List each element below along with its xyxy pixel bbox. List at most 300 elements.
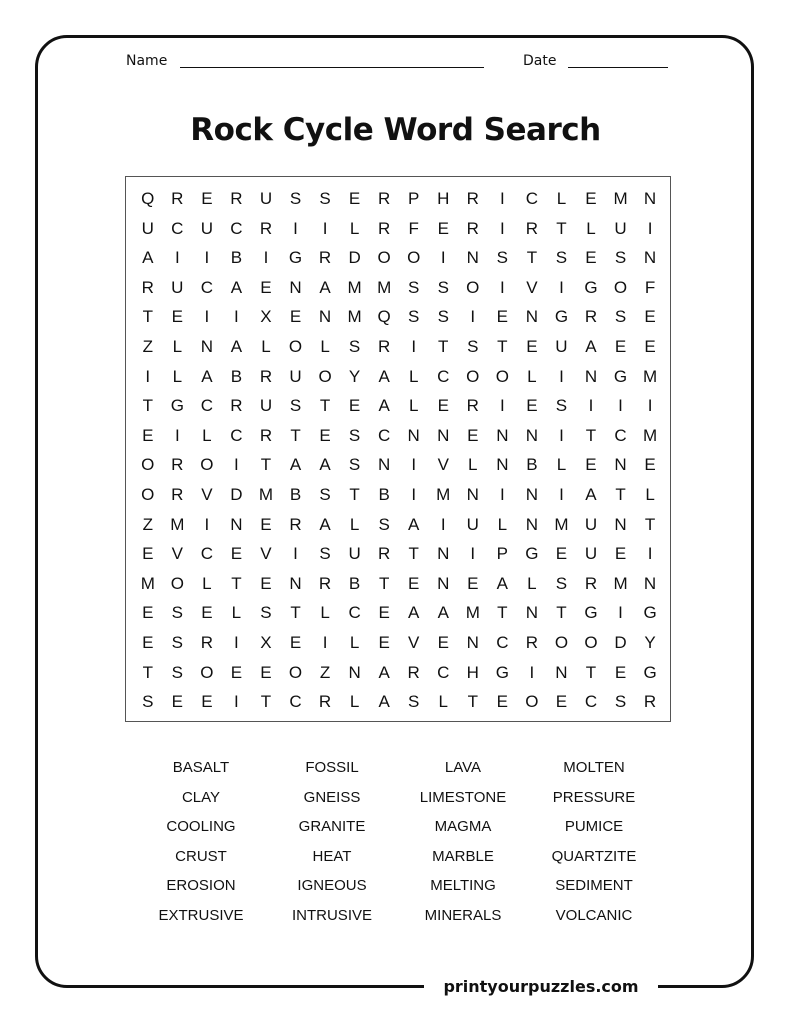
- grid-letter: L: [202, 573, 212, 593]
- grid-letter: T: [585, 425, 597, 445]
- grid-letter: L: [202, 425, 212, 445]
- grid-letter: S: [555, 248, 568, 268]
- grid-letter: C: [584, 692, 598, 712]
- grid-letter: I: [647, 396, 653, 416]
- grid-letter: I: [440, 514, 446, 534]
- grid-letter: N: [643, 573, 657, 593]
- grid-letter: O: [554, 633, 569, 652]
- grid-letter: S: [614, 248, 627, 268]
- grid-letter: E: [614, 544, 627, 564]
- grid-letter: R: [525, 218, 539, 238]
- grid-letter: P: [408, 189, 420, 208]
- grid-letter: R: [318, 248, 332, 268]
- grid-letter: I: [499, 485, 505, 504]
- word-list-item: GRANITE: [298, 818, 366, 836]
- grid-letter: I: [411, 485, 417, 504]
- word-list-item: FOSSIL: [305, 759, 359, 776]
- word-list-item: QUARTZITE: [551, 847, 637, 865]
- grid-letter: O: [141, 455, 155, 475]
- grid-letter: Q: [377, 307, 391, 327]
- grid-letter: O: [200, 455, 214, 475]
- grid-letter: S: [171, 633, 183, 652]
- grid-letter: D: [614, 633, 627, 652]
- grid-letter: R: [378, 544, 391, 564]
- grid-letter: S: [437, 277, 449, 297]
- grid-letter: H: [437, 189, 450, 208]
- word-list-item: MAGMA: [434, 818, 492, 836]
- grid-letter: N: [525, 485, 539, 504]
- grid-letter: M: [465, 603, 480, 623]
- grid-letter: R: [378, 337, 391, 356]
- grid-letter: R: [378, 189, 391, 208]
- grid-letter: A: [378, 366, 390, 386]
- grid-letter: L: [408, 366, 419, 386]
- grid-letter: T: [438, 337, 449, 356]
- grid-letter: L: [497, 514, 508, 534]
- grid-letter: B: [230, 248, 243, 268]
- grid-letter: R: [318, 692, 332, 712]
- grid-letter: A: [378, 396, 390, 416]
- grid-letter: C: [348, 603, 361, 623]
- grid-letter: U: [259, 189, 273, 208]
- grid-letter: T: [556, 218, 567, 238]
- grid-letter: I: [647, 544, 653, 564]
- grid-letter: U: [259, 396, 273, 416]
- grid-letter: R: [466, 218, 479, 238]
- grid-letter: N: [555, 662, 568, 682]
- grid-letter: I: [618, 603, 623, 623]
- grid-letter: M: [436, 485, 451, 504]
- grid-letter: T: [260, 455, 272, 475]
- grid-letter: T: [349, 485, 360, 504]
- grid-letter: L: [556, 189, 567, 208]
- grid-letter: M: [554, 514, 569, 534]
- grid-letter: H: [466, 662, 479, 682]
- footer-site: printyourpuzzles.com: [424, 974, 658, 1000]
- grid-letter: U: [289, 366, 302, 386]
- grid-letter: A: [378, 692, 390, 712]
- grid-letter: E: [644, 337, 656, 356]
- grid-letter: I: [293, 544, 298, 564]
- grid-letter: I: [559, 485, 564, 504]
- grid-letter: C: [230, 425, 243, 445]
- grid-letter: L: [349, 692, 360, 712]
- grid-row: [133, 572, 665, 596]
- grid-letter: I: [322, 218, 328, 238]
- grid-letter: D: [230, 485, 243, 504]
- grid-row: [133, 453, 665, 477]
- grid-letter: N: [614, 514, 627, 534]
- grid-letter: L: [320, 603, 330, 623]
- grid-letter: X: [260, 633, 272, 652]
- grid-letter: O: [584, 633, 598, 652]
- grid-letter: I: [647, 218, 653, 238]
- grid-letter: I: [204, 307, 210, 327]
- grid-letter: O: [466, 366, 480, 386]
- grid-letter: E: [378, 633, 390, 652]
- grid-row: [133, 305, 665, 329]
- grid-letter: R: [466, 396, 479, 416]
- grid-letter: D: [348, 248, 361, 268]
- grid-letter: I: [499, 189, 505, 208]
- grid-letter: I: [234, 692, 239, 712]
- grid-letter: A: [230, 337, 243, 356]
- grid-letter: X: [260, 307, 272, 327]
- grid-letter: G: [170, 396, 184, 416]
- grid-letter: E: [644, 307, 656, 327]
- grid-letter: C: [437, 662, 450, 682]
- grid-letter: M: [258, 485, 274, 504]
- grid-letter: G: [525, 544, 539, 564]
- grid-letter: A: [319, 455, 331, 475]
- grid-letter: S: [408, 692, 420, 712]
- grid-letter: T: [319, 396, 331, 416]
- grid-letter: E: [467, 573, 479, 593]
- grid-letter: R: [466, 189, 479, 208]
- grid-letter: G: [288, 248, 303, 268]
- grid-letter: A: [142, 248, 154, 268]
- grid-letter: G: [643, 603, 657, 623]
- grid-letter: A: [585, 337, 597, 356]
- grid-letter: I: [559, 425, 564, 445]
- grid-letter: Z: [319, 662, 331, 682]
- grid-letter: I: [322, 633, 328, 652]
- grid-letter: M: [170, 514, 185, 534]
- grid-letter: T: [467, 692, 478, 712]
- grid-letter: T: [378, 573, 390, 593]
- grid-letter: M: [377, 277, 392, 297]
- grid-letter: S: [496, 248, 508, 268]
- grid-letter: N: [437, 573, 450, 593]
- grid-letter: O: [200, 662, 214, 682]
- grid-letter: R: [643, 692, 657, 712]
- grid-letter: G: [584, 277, 598, 297]
- grid-letter: N: [437, 425, 450, 445]
- grid-letter: A: [585, 485, 597, 504]
- grid-letter: E: [289, 633, 302, 652]
- grid-row: [133, 690, 665, 714]
- grid-letter: E: [201, 189, 213, 208]
- grid-letter: S: [614, 307, 627, 327]
- grid-row: [133, 601, 665, 625]
- grid-letter: E: [378, 603, 390, 623]
- grid-letter: V: [408, 633, 420, 652]
- grid-letter: F: [408, 218, 419, 238]
- grid-letter: N: [525, 307, 539, 327]
- grid-letter: T: [142, 307, 153, 327]
- grid-letter: C: [525, 189, 539, 208]
- grid-letter: R: [289, 514, 302, 534]
- word-list-item: EROSION: [166, 877, 236, 895]
- grid-letter: E: [142, 633, 154, 652]
- grid-row: [133, 661, 665, 685]
- grid-row: [133, 631, 665, 655]
- grid-letter: L: [172, 366, 183, 386]
- word-list-item: PUMICE: [564, 818, 624, 836]
- grid-letter: R: [525, 633, 539, 652]
- word-list-item: LIMESTONE: [419, 788, 507, 806]
- grid-letter: N: [584, 366, 598, 386]
- grid-letter: A: [437, 603, 449, 623]
- name-input-line[interactable]: [180, 67, 484, 68]
- grid-letter: L: [349, 218, 360, 238]
- grid-letter: T: [290, 425, 301, 445]
- grid-letter: L: [408, 396, 419, 416]
- grid-letter: E: [201, 603, 213, 623]
- grid-letter: S: [378, 514, 390, 534]
- grid-letter: S: [408, 307, 420, 327]
- grid-letter: O: [170, 573, 184, 593]
- grid-letter: Y: [348, 366, 361, 386]
- grid-letter: R: [259, 218, 273, 238]
- grid-letter: E: [171, 692, 183, 712]
- word-list-item: PRESSURE: [552, 788, 636, 806]
- grid-letter: T: [556, 603, 567, 623]
- grid-letter: F: [644, 277, 656, 297]
- grid-letter: I: [499, 218, 505, 238]
- grid-letter: A: [319, 514, 331, 534]
- grid-letter: E: [496, 692, 508, 712]
- grid-letter: G: [584, 603, 598, 623]
- grid-letter: G: [613, 366, 628, 386]
- grid-letter: N: [525, 603, 539, 623]
- grid-letter: G: [554, 307, 569, 327]
- grid-letter: R: [200, 633, 213, 652]
- grid-letter: T: [408, 544, 419, 564]
- grid-letter: I: [234, 307, 239, 327]
- grid-letter: N: [643, 189, 657, 208]
- grid-letter: I: [174, 248, 180, 268]
- grid-letter: T: [260, 692, 272, 712]
- grid-letter: N: [437, 544, 450, 564]
- word-list-item: MINERALS: [424, 907, 502, 924]
- grid-letter: A: [319, 277, 331, 297]
- grid-letter: I: [293, 218, 298, 238]
- grid-letter: M: [140, 573, 155, 593]
- grid-letter: E: [260, 662, 272, 682]
- grid-letter: A: [408, 514, 420, 534]
- grid-letter: S: [408, 277, 420, 297]
- grid-letter: L: [556, 455, 567, 475]
- grid-letter: T: [142, 662, 153, 682]
- grid-letter: T: [290, 603, 301, 623]
- grid-letter: M: [642, 425, 658, 445]
- grid-letter: C: [200, 396, 213, 416]
- grid-letter: I: [234, 455, 239, 475]
- grid-letter: S: [437, 307, 449, 327]
- word-list-item: LAVA: [444, 759, 482, 776]
- grid-letter: U: [614, 218, 627, 238]
- grid-letter: C: [200, 544, 213, 564]
- grid-letter: I: [559, 277, 564, 297]
- grid-letter: S: [555, 396, 568, 416]
- grid-letter: C: [171, 218, 184, 238]
- word-list-item: HEAT: [312, 847, 352, 865]
- grid-letter: B: [230, 366, 243, 386]
- name-label: Name: [126, 53, 168, 69]
- grid-letter: O: [525, 692, 539, 712]
- grid-letter: Y: [644, 633, 656, 652]
- grid-letter: I: [588, 396, 594, 416]
- word-list-item: CLAY: [181, 788, 221, 806]
- grid-letter: C: [289, 692, 302, 712]
- grid-letter: R: [584, 307, 598, 327]
- word-list-item: SEDIMENT: [555, 877, 633, 895]
- grid-letter: I: [411, 337, 417, 356]
- grid-letter: T: [231, 573, 242, 593]
- grid-letter: S: [348, 425, 361, 445]
- grid-row: [133, 394, 665, 418]
- grid-letter: E: [142, 544, 154, 564]
- grid-letter: E: [230, 662, 243, 682]
- grid-letter: E: [437, 396, 449, 416]
- grid-letter: E: [437, 633, 449, 652]
- word-list-item: IGNEOUS: [297, 877, 367, 895]
- grid-letter: N: [525, 514, 539, 534]
- grid-letter: S: [467, 337, 479, 356]
- grid-letter: V: [437, 455, 449, 475]
- grid-letter: E: [260, 277, 272, 297]
- grid-letter: C: [230, 218, 243, 238]
- grid-row: [133, 424, 665, 448]
- letter-grid: [125, 176, 671, 722]
- grid-letter: O: [495, 366, 509, 386]
- grid-letter: S: [260, 603, 272, 623]
- grid-letter: O: [318, 366, 332, 386]
- grid-letter: E: [585, 455, 597, 475]
- grid-letter: C: [496, 633, 509, 652]
- grid-letter: U: [555, 337, 568, 356]
- grid-letter: N: [496, 455, 509, 475]
- grid-letter: E: [230, 544, 243, 564]
- grid-letter: R: [584, 573, 598, 593]
- grid-letter: V: [526, 277, 538, 297]
- grid-letter: E: [614, 662, 627, 682]
- grid-letter: N: [496, 425, 509, 445]
- grid-letter: L: [231, 603, 242, 623]
- grid-letter: Z: [142, 514, 153, 534]
- grid-letter: S: [289, 396, 302, 416]
- grid-letter: U: [584, 544, 598, 564]
- grid-letter: R: [318, 573, 332, 593]
- grid-letter: U: [584, 514, 598, 534]
- grid-letter: E: [348, 189, 361, 208]
- grid-letter: R: [407, 662, 420, 682]
- date-input-line[interactable]: [568, 67, 668, 68]
- word-list-item: MARBLE: [432, 847, 494, 865]
- grid-letter: A: [496, 573, 508, 593]
- grid-letter: O: [466, 277, 480, 297]
- grid-letter: U: [466, 514, 479, 534]
- grid-letter: E: [496, 307, 508, 327]
- grid-letter: S: [319, 544, 331, 564]
- grid-letter: M: [613, 573, 628, 593]
- grid-row: [133, 513, 665, 537]
- grid-letter: S: [555, 573, 568, 593]
- grid-letter: L: [586, 218, 596, 238]
- grid-letter: M: [642, 366, 658, 386]
- word-list-item: MOLTEN: [563, 759, 625, 776]
- grid-letter: E: [348, 396, 361, 416]
- grid-letter: C: [614, 425, 627, 445]
- grid-letter: I: [440, 248, 446, 268]
- grid-row: [133, 276, 665, 300]
- grid-letter: N: [466, 633, 479, 652]
- grid-letter: N: [466, 248, 479, 268]
- grid-letter: T: [585, 662, 597, 682]
- grid-letter: E: [319, 425, 331, 445]
- grid-letter: N: [466, 485, 479, 504]
- grid-letter: I: [559, 366, 564, 386]
- grid-letter: T: [615, 485, 626, 504]
- word-list-item: EXTRUSIVE: [158, 907, 244, 924]
- grid-letter: B: [526, 455, 538, 475]
- grid-letter: R: [171, 455, 184, 475]
- grid-letter: R: [171, 485, 184, 504]
- grid-letter: S: [142, 692, 154, 712]
- grid-row: [133, 187, 665, 211]
- grid-letter: U: [200, 218, 213, 238]
- date-label: Date: [523, 53, 557, 69]
- grid-letter: N: [407, 425, 420, 445]
- grid-letter: E: [408, 573, 420, 593]
- grid-letter: I: [263, 248, 269, 268]
- grid-letter: T: [142, 396, 153, 416]
- grid-letter: L: [349, 633, 360, 652]
- grid-letter: L: [438, 692, 448, 712]
- grid-letter: S: [319, 485, 331, 504]
- grid-letter: E: [644, 455, 656, 475]
- grid-letter: I: [411, 455, 417, 475]
- grid-letter: E: [201, 692, 213, 712]
- grid-letter: R: [230, 396, 243, 416]
- grid-letter: A: [289, 455, 302, 475]
- grid-letter: R: [141, 277, 154, 297]
- grid-letter: E: [526, 396, 538, 416]
- grid-letter: B: [348, 573, 361, 593]
- word-list-item: CRUST: [175, 847, 227, 865]
- grid-letter: U: [141, 218, 154, 238]
- word-list-item: VOLCANIC: [555, 907, 633, 924]
- grid-letter: S: [348, 455, 361, 475]
- grid-letter: E: [260, 573, 272, 593]
- grid-letter: I: [499, 277, 505, 297]
- grid-letter: E: [585, 189, 597, 208]
- grid-letter: I: [470, 307, 476, 327]
- grid-letter: M: [347, 277, 362, 297]
- grid-letter: T: [526, 248, 538, 268]
- word-list-item: BASALT: [172, 759, 230, 776]
- grid-letter: P: [496, 544, 508, 564]
- grid-letter: V: [171, 544, 183, 564]
- grid-letter: E: [526, 337, 538, 356]
- grid-letter: E: [289, 307, 302, 327]
- grid-letter: A: [201, 366, 213, 386]
- grid-letter: C: [200, 277, 213, 297]
- page-title: Rock Cycle Word Search: [190, 112, 601, 148]
- grid-letter: O: [141, 485, 155, 504]
- grid-letter: N: [230, 514, 243, 534]
- grid-letter: N: [525, 425, 539, 445]
- grid-letter: R: [230, 189, 243, 208]
- grid-letter: I: [529, 662, 535, 682]
- grid-row: [133, 542, 665, 566]
- grid-letter: N: [614, 455, 627, 475]
- grid-letter: E: [614, 337, 627, 356]
- grid-letter: S: [348, 337, 361, 356]
- grid-letter: O: [288, 337, 303, 356]
- word-list-item: MELTING: [430, 877, 496, 895]
